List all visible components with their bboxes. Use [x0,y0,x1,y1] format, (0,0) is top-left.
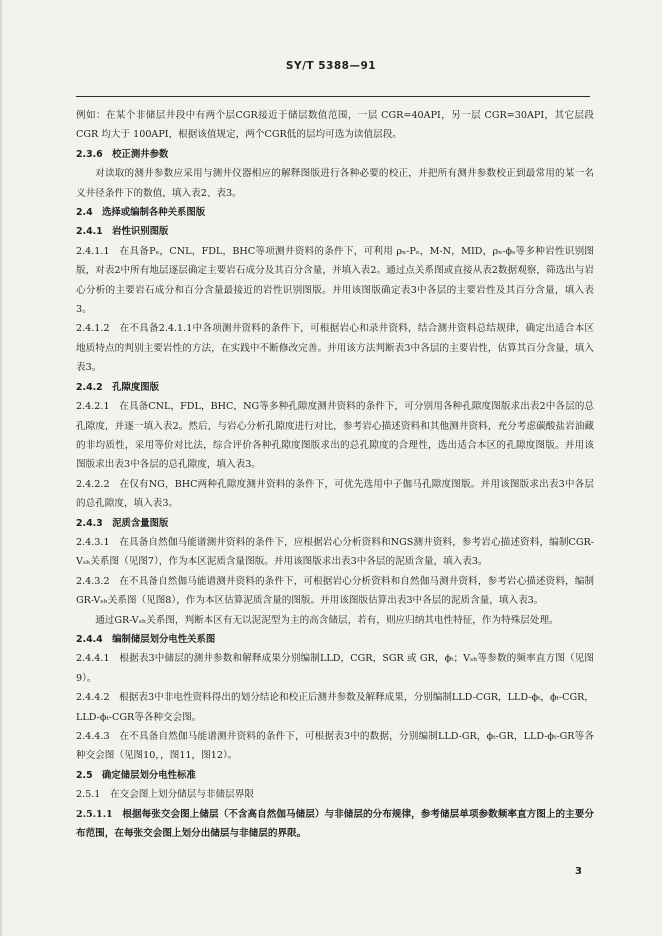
paragraph-2-4-4-2: 2.4.4.2 根据表3中非电性资料得出的划分结论和校正后测井参数及解释成果，分别编制LLD-CGR，LLD-ϕₜ，ϕₜ-CGR，LLD-ϕₜ-CGR等各种交会图。 [76,692,594,723]
paragraph-2-5-1-1: 2.5.1.1 根据每张交会图上储层（不含高自然伽马储层）与非储层的分布规律，参考储层单项参数频率直方图上的主要分布范围，在每张交会图上划分出储层与非储层的界限。 [76,808,594,840]
paragraph-example: 例如：在某个非储层井段中有两个层CGR接近于储层数值范围，一层 CGR=40API，另一层 CGR=30API，其它层段 CGR 均大于 100API，根据该值规定，两个CGR低的层均可选为读值层段。 [76,110,594,141]
heading-2-4-3: 2.4.3 泥质含量图版 [76,517,169,529]
paragraph-2-4-2-1: 2.4.2.1 在具备CNL，FDL，BHC，NG等多种孔隙度测井资料的条件下，可分别用各种孔隙度图版求出表2中各层的总孔隙度，并逐一填入表2。然后，与岩心分析孔隙度进行对比，参考岩心描述资料和其他测井资料，充分考虑碳酸盐岩油藏的非均质性，采用等价对比法，综合评价各种孔隙度图版求出的总孔隙度的合理性，选出适合本区的孔隙度图版。并用该图版求出表3中各层的总孔隙度，填入表3。 [76,401,594,471]
page-number: 3 [575,866,582,877]
paragraph-2-4-4-1: 2.4.4.1 根据表3中储层的测井参数和解释成果分别编制LLD，CGR，SGR 或 GR，ϕₜ；Vₛₕ等参数的频率直方图（见图9）。 [76,653,594,684]
paragraph-gr-vsh: 通过GR-Vₛₕ关系图，判断本区有无以泥泥型为主的高含储层，若有，则应归纳其电性特征，作为特殊层处理。 [95,614,559,626]
paragraph-2-4-3-1: 2.4.3.1 在具备自然伽马能谱测井资料的条件下，应根据岩心分析资料和NGS测井资料，参考岩心描述资料，编制CGR-Vₛₕ关系图（见图7），作为本区泥质含量图版。并用该图版求出表3中各层的泥质含量，填入表3。 [76,536,594,568]
heading-2-4-1: 2.4.1 岩性识别图版 [76,226,169,238]
heading-2-5-1: 2.5.1 在交会图上划分储层与非储层界限 [76,789,254,801]
header-rule [76,96,590,97]
heading-2-4: 2.4 选择或编制各种关系图版 [76,207,206,219]
heading-2-4-2: 2.4.2 孔隙度图版 [76,381,159,393]
heading-2-4-4: 2.4.4 编制储层划分电性关系图 [76,633,216,645]
page-header-code: SY/T 5388—91 [285,60,377,72]
paragraph-2-4-4-3: 2.4.4.3 在不具备自然伽马能谱测井资料的条件下，可根据表3中的数据，分别编制LLD-GR，ϕₜ-GR，LLD-ϕₜ-GR等各种交会图（见图10，，图11，图12）。 [76,731,594,762]
heading-2-5: 2.5 确定储层划分电性标准 [76,769,196,781]
paragraph-2-4-1-2: 2.4.1.2 在不具备2.4.1.1中各项测井资料的条件下，可根据岩心和录井资料，结合测井资料总结规律，确定出适合本区地质特点的判别主要岩性的方法，在实践中不断修改完善。并用该方法判断表3中各层的主要岩性，估算其百分含量，填入表3。 [76,323,594,374]
heading-2-3-6: 2.3.6 校正测井参数 [76,148,169,160]
paragraph-2-4-3-2: 2.4.3.2 在不具备自然伽马能谱测井资料的条件下，可根据岩心分析资料和自然伽马测井资料，参考岩心描述资料，编制GR-Vₛₕ关系图（见图8），作为本区估算泥质含量的图版。并用该图版估算出表3中各层的泥质含量，填入表3。 [76,575,594,607]
page-body [76,106,594,843]
paragraph-2-4-1-1: 2.4.1.1 在具备Pₑ，CNL，FDL，BHC等项测井资料的条件下，可利用 ρₙ-Pₑ，M-N，MID，ρₙ-ϕₛ等多种岩性识别图版，对表2中所有地层逐层确定主要岩石成分及其百分含量，并填入表2。通过点关系图或直接从表2数据观察，筛选出与岩心分析的主要岩石成分和百分含量最接近的岩性识别图版。并用该图版确定表3中各层的主要岩性及其百分含量，填入表3。 [76,245,594,316]
paragraph-calibration: 对读取的测井参数应采用与测井仪器相应的解释图版进行各种必要的校正，并把所有测井参数校正到最常用的某一名义井径条件下的数值，填入表2、表3。 [76,168,594,199]
paragraph-2-4-2-2: 2.4.2.2 在仅有NG，BHC两种孔隙度测井资料的条件下，可优先选用中子伽马孔隙度图版。并用该图版求出表3中各层的总孔隙度，填入表3。 [76,478,594,510]
